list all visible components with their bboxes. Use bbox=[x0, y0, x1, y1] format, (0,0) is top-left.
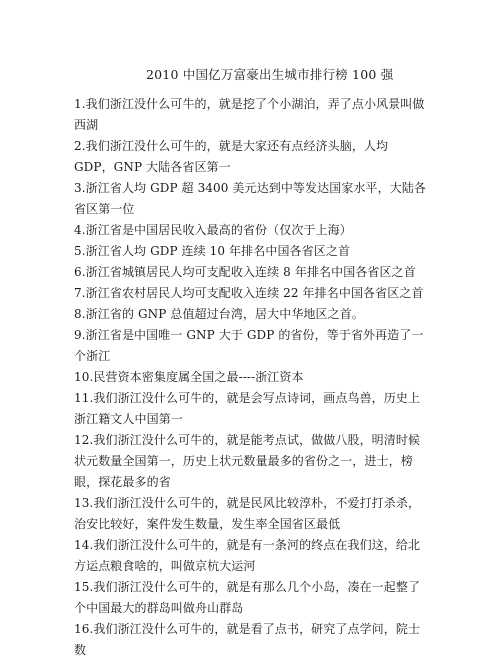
list-item: 9.浙江省是中国唯一 GNP 大于 GDP 的省份，等于省外再造了一个浙江 bbox=[74, 328, 424, 363]
list-item: 10.民营资本密集度属全国之最----浙江资本 bbox=[74, 370, 304, 384]
document-title: 2010 中国亿万富豪出生城市排行榜 100 强 bbox=[146, 67, 394, 82]
list-item: 1.我们浙江没什么可牛的，就是挖了个小湖泊，弄了点小风景叫做西湖 bbox=[74, 97, 425, 132]
list-item: 4.浙江省是中国居民收入最高的省份（仅次于上海） bbox=[74, 223, 352, 237]
list-item: 8.浙江省的 GNP 总值超过台湾，居大中华地区之首。 bbox=[74, 307, 364, 321]
list-item: 16.我们浙江没什么可牛的，就是看了点书，研究了点学问，院士数 bbox=[74, 622, 421, 657]
list-item: 12.我们浙江没什么可牛的，就是能考点试，做做八股，明清时候状元数量全国第一，历史上状元数量最多的省份之一，进士，榜眼，探花最多的省 bbox=[74, 433, 421, 489]
list-item: 11.我们浙江没什么可牛的，就是会写点诗词，画点鸟兽，历史上浙江籍文人中国第一 bbox=[74, 391, 421, 426]
list-item: 7.浙江省农村居民人均可支配收入连续 22 年排名中国各省区之首 bbox=[74, 286, 424, 300]
list-item: 6.浙江省城镇居民人均可支配收入连续 8 年排名中国各省区之首 bbox=[74, 265, 416, 279]
list-item: 15.我们浙江没什么可牛的，就是有那么几个小岛，凑在一起整了个中国最大的群岛叫做舟山群岛 bbox=[74, 580, 421, 615]
list-item: 3.浙江省人均 GDP 超 3400 美元达到中等发达国家水平，大陆各省区第一位 bbox=[74, 181, 427, 216]
list-item: 14.我们浙江没什么可牛的，就是有一条河的终点在我们这，给北方运点粮食啥的，叫做京杭大运河 bbox=[74, 538, 421, 573]
list-item: 2.我们浙江没什么可牛的，就是大家还有点经济头脑，人均 GDP，GNP 大陆各省区第一 bbox=[74, 139, 389, 174]
document-page bbox=[74, 66, 430, 661]
list-item: 5.浙江省人均 GDP 连续 10 年排名中国各省区之首 bbox=[74, 244, 351, 258]
list-item: 13.我们浙江没什么可牛的，就是民风比较淳朴，不爱打打杀杀，治安比较好，案件发生数量，发生率全国省区最低 bbox=[74, 496, 421, 531]
item-list bbox=[74, 94, 430, 661]
